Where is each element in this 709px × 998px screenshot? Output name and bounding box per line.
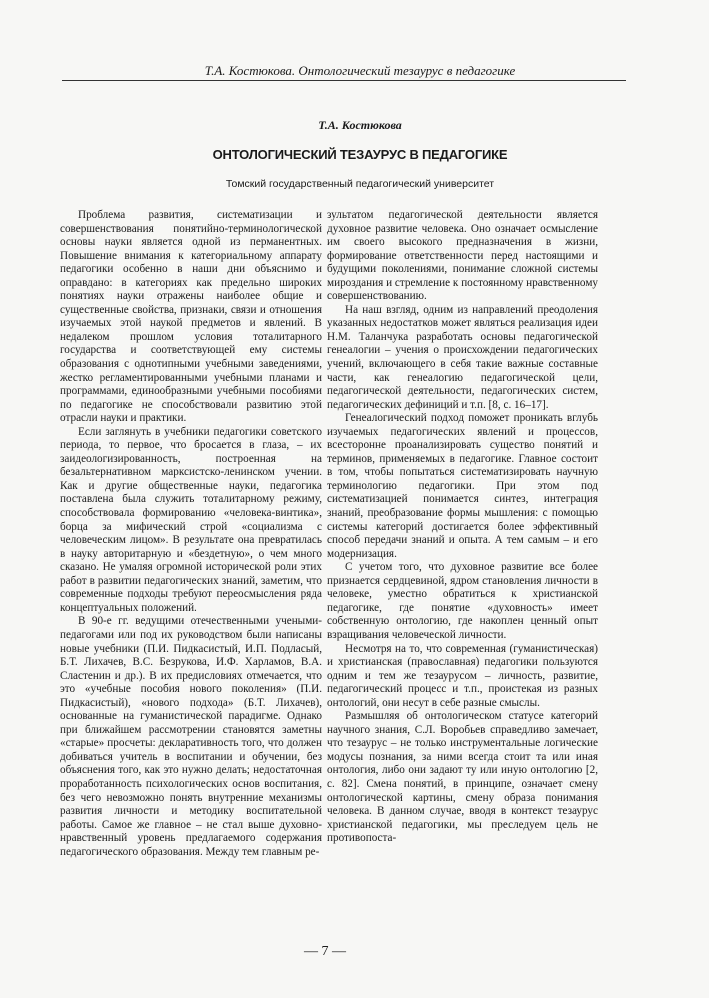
left-column <box>60 209 322 859</box>
paragraph: Проблема развития, систематизации и совершенствования понятийно-терминологической основы науки является одной из перманентных. Повышение внимания к категориальному аппарату педагогики особенно в наши дни объяснимо и оправдано: в категориях как предельно широких понятиях науки отражены наиболее общие и существенные свойства, признаки, связи и отношения изучаемых этой наукой предметов и явлений. В недалеком прошлом условия тоталитарного государства и соответствующей ему системы образования с однотипными учебными заведениями, жестко регламентированными учебными планами и программами, единообразными учебными пособиями по педагогике не способствовали развитию этой отрасли науки и практики. <box>60 209 322 425</box>
article-title: ОНТОЛОГИЧЕСКИЙ ТЕЗАУРУС В ПЕДАГОГИКЕ <box>212 147 508 162</box>
article-author: Т.А. Костюкова <box>318 118 402 132</box>
paragraph: Несмотря на то, что современная (гуманистическая) и христианская (православная) педагогики пользуются одним и тем же тезаурусом – личность, развитие, педагогический процесс и т.п., проистекая из разных онтологий, они несут в себе разные смыслы. <box>327 642 598 709</box>
running-head: Т.А. Костюкова. Онтологический тезаурус в педагогике <box>204 63 516 78</box>
paragraph: зультатом педагогической деятельности является духовное развитие человека. Оно означает осмысление им своего высокого предназначения в жизни, формирование ответственности перед настоящими и будущими поколениями, понимание сложной системы мироздания и стремление к постоянному нравственному совершенствованию. <box>327 209 598 303</box>
page-number: — 7 — <box>304 944 346 959</box>
paragraph: С учетом того, что духовное развитие все более признается сердцевиной, ядром становления личности в человеке, уместно обратиться к христианской педагогике, где понятие «духовность» имеет собственную онтологию, где накоплен ценный опыт взращивания человеческой личности. <box>327 561 598 641</box>
paragraph: В 90-е гг. ведущими отечественными учеными-педагогами или под их руководством были написаны новые учебники (П.И. Пидкасистый, И.П. Подласый, Б.Т. Лихачев, В.С. Безрукова, И.Ф. Харламов, В.А. Сластенин и др.). В их предисловиях отмечается, что это «учебные пособия нового поколения» (П.И. Пидкасистый), «нового подхода» (Б.Т. Лихачев), основанные на гуманистической парадигме. Однако при ближайшем рассмотрении становятся заметны «старые» просчеты: декларативность того, что должен добиваться учитель в воспитании и обучении, без объяснения того, как это нужно делать; недостаточная проработанность психологических основ воспитания, без чего невозможно понять внутренние механизмы развития личности и методику воспитательной работы. Самое же главное – не стал выше духовно-нравственный уровень предлагаемого содержания педагогического образования. Между тем главным ре- <box>60 615 322 858</box>
paragraph: Генеалогический подход поможет проникать вглубь изучаемых педагогических явлений и процессов, всесторонне проанализировать существо понятий и терминов, применяемых в педагогике. Главное состоит в том, чтобы попытаться систематизировать научную терминологию педагогики. При этом под систематизацией понимается синтез, интеграция знаний, преобразование формы мышления: с помощью системы категорий достигается более эффективный способ передачи знаний и опыта. А тем самым – и его модернизация. <box>327 412 598 560</box>
header-rule <box>62 80 626 81</box>
paragraph: На наш взгляд, одним из направлений преодоления указанных недостатков может являться реализация идеи Н.М. Таланчука разработать основы педагогической генеалогии – учения о происхождении педагогических учений, включающего в себя такие важные составные части, как генеалогию педагогической цели, педагогической деятельности, педагогических систем, педагогических дефиниций и т.п. [8, с. 16–17]. <box>327 303 598 411</box>
paragraph: Если заглянуть в учебники педагогики советского периода, то первое, что бросается в глаза, – их заидеологизированность, построенная на безальтернативном марксистско-ленинском учении. Как и другие общественные науки, педагогика поставлена была служить тоталитарному режиму, способствовала формированию «человека-винтика», борца за мифический строй «социализма с человеческим лицом». В результате она превратилась в науку авторитарную и «бездетную», о чем много сказано. Не умаляя огромной исторической роли этих работ в развитии педагогических знаний, заметим, что современные подходы требуют переосмысления ряда концептуальных положений. <box>60 425 322 614</box>
article-affiliation: Томский государственный педагогический университет <box>225 178 495 190</box>
paragraph: Размышляя об онтологическом статусе категорий научного знания, С.Л. Воробьев справедливо замечает, что тезаурус – не только инструментальные логические модусы познания, за ними всегда стоит та или иная онтология, либо они задают ту или иную онтологию [2, с. 82]. Смена понятий, в принципе, означает смену онтологической картины, смену образа понимания человека. В данном случае, вводя в контекст тезаурус христианской педагогики, мы преследуем цель не противопоста- <box>327 710 598 845</box>
right-column <box>327 209 598 846</box>
